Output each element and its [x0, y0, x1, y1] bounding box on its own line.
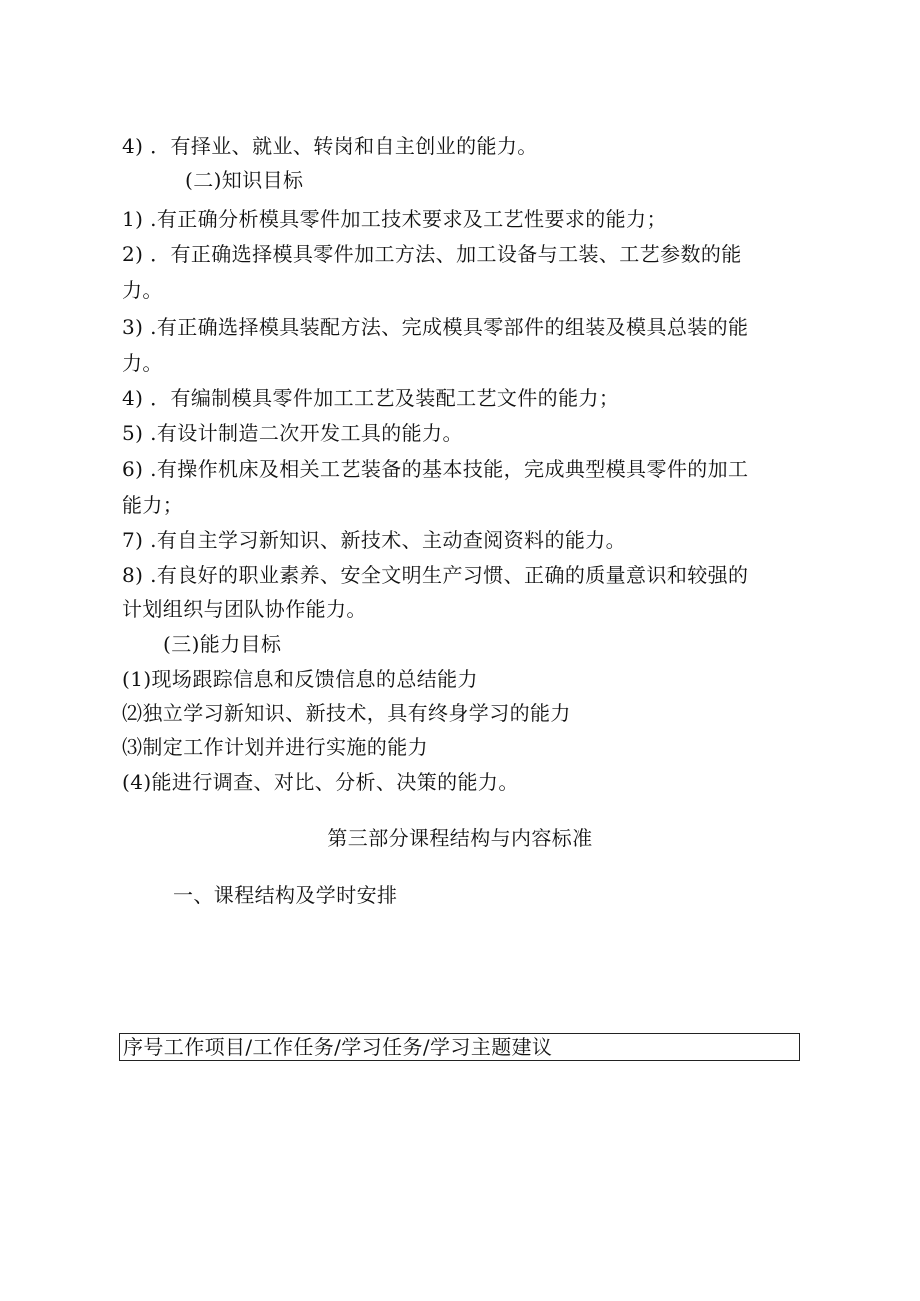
text-line: (4)能进行调查、对比、分析、决策的能力。	[122, 770, 519, 794]
text-line: 8) .有良好的职业素养、安全文明生产习惯、正确的质量意识和较强的	[122, 563, 749, 587]
text-line: 5) .有设计制造二次开发工具的能力。	[122, 421, 463, 445]
table-header-row: 序号工作项目/工作任务/学习任务/学习主题建议	[123, 1035, 553, 1059]
text-line: 6) .有操作机床及相关工艺装备的基本技能，完成典型模具零件的加工	[122, 457, 749, 481]
text-line: 计划组织与团队协作能力。	[122, 597, 367, 621]
text-line: ⑶制定工作计划并进行实施的能力	[122, 735, 428, 759]
text-line: 3) .有正确选择模具装配方法、完成模具零部件的组装及模具总装的能	[122, 315, 749, 339]
text-line: 4) ．有择业、就业、转岗和自主创业的能力。	[122, 134, 538, 158]
subheading-ability-goals: (三)能力目标	[163, 632, 282, 656]
part-title: 第三部分课程结构与内容标准	[327, 826, 593, 850]
text-line: ⑵独立学习新知识、新技术，具有终身学习的能力	[122, 701, 571, 725]
text-line: 4) ．有编制模具零件加工工艺及装配工艺文件的能力；	[122, 386, 620, 410]
text-line: 7) .有自主学习新知识、新技术、主动查阅资料的能力。	[122, 528, 627, 552]
course-structure-table	[119, 1033, 800, 1061]
text-line: (1)现场跟踪信息和反馈信息的总结能力	[122, 667, 478, 691]
text-line: 2) ．有正确选择模具零件加工方法、加工设备与工装、工艺参数的能	[122, 242, 742, 266]
subheading-knowledge-goals: (二)知识目标	[185, 168, 304, 192]
text-line: 力。	[122, 278, 163, 302]
section-title: 一、课程结构及学时安排	[173, 883, 398, 907]
text-line: 能力；	[122, 493, 184, 517]
text-line: 1) .有正确分析模具零件加工技术要求及工艺性要求的能力；	[122, 207, 667, 231]
text-line: 力。	[122, 351, 163, 375]
